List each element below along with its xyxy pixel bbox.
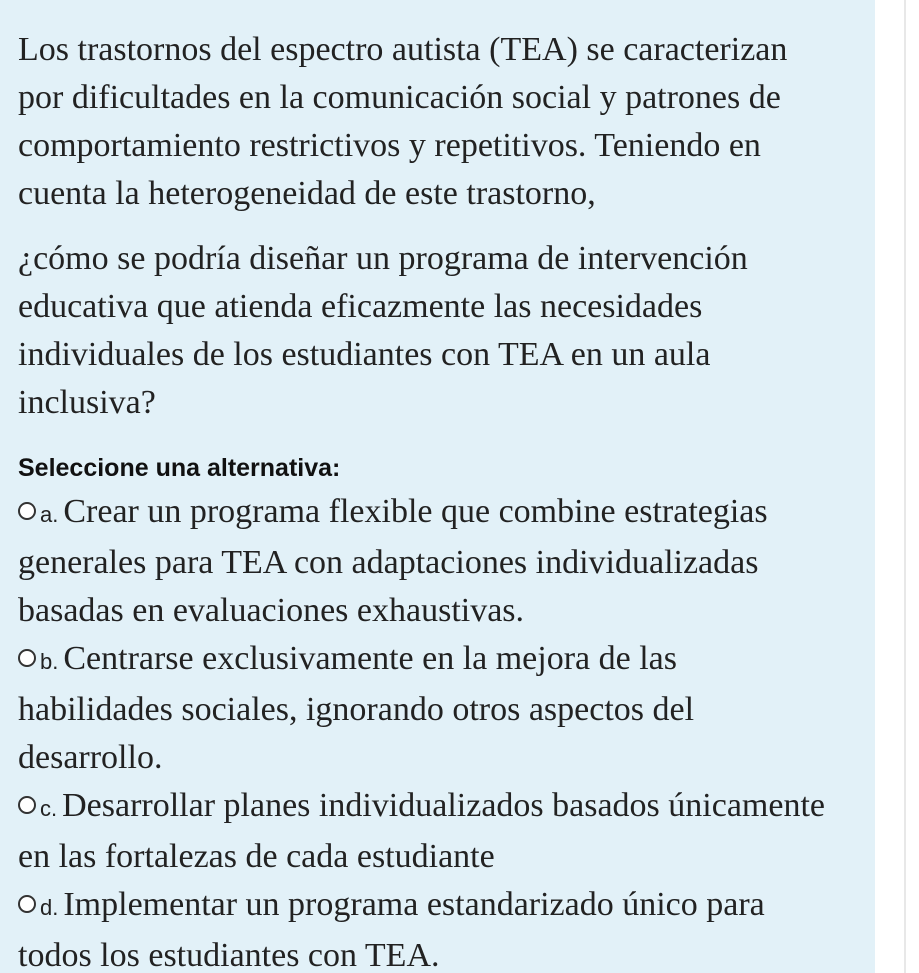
- option-text: todos los estudiantes con TEA.: [18, 937, 440, 973]
- question-stem: [18, 26, 838, 427]
- option-c[interactable]: [18, 782, 858, 881]
- radio-button-b[interactable]: [18, 649, 36, 667]
- radio-button-a[interactable]: [18, 502, 36, 520]
- option-text: Desarrollar planes individualizados basados únicamente: [62, 787, 825, 824]
- question-line: inclusiva?: [18, 384, 156, 421]
- option-text: Crear un programa flexible que combine estrategias: [63, 493, 768, 530]
- option-text: Implementar un programa estandarizado único para: [63, 886, 765, 923]
- option-a[interactable]: [18, 488, 858, 635]
- option-letter: a.: [40, 502, 59, 527]
- page-margin: [875, 0, 919, 973]
- option-text: basadas en evaluaciones exhaustivas.: [18, 592, 525, 629]
- question-line: ¿cómo se podría diseñar un programa de intervención: [18, 240, 748, 277]
- stem-line: cuenta la heterogeneidad de este trastorno,: [18, 175, 596, 212]
- option-letter: d.: [40, 895, 59, 920]
- option-b[interactable]: [18, 635, 858, 782]
- divider: [904, 0, 906, 973]
- question-line: educativa que atienda eficazmente las necesidades: [18, 288, 703, 325]
- question-line: individuales de los estudiantes con TEA en un aula: [18, 336, 711, 373]
- stem-line: comportamiento restrictivos y repetitivos. Teniendo en: [18, 127, 761, 164]
- option-d[interactable]: [18, 881, 858, 973]
- option-text: Centrarse exclusivamente en la mejora de las: [63, 640, 677, 677]
- option-text: generales para TEA con adaptaciones individualizadas: [18, 544, 759, 581]
- radio-button-c[interactable]: [18, 796, 36, 814]
- option-text: habilidades sociales, ignorando otros aspectos del: [18, 691, 695, 728]
- radio-button-d[interactable]: [18, 895, 36, 913]
- option-letter: c.: [40, 796, 58, 821]
- option-letter: b.: [40, 649, 59, 674]
- option-text: en las fortalezas de cada estudiante: [18, 838, 495, 875]
- stem-line: Los trastornos del espectro autista (TEA) se caracterizan: [18, 31, 788, 68]
- option-text: desarrollo.: [18, 739, 163, 776]
- select-instruction: Seleccione una alternativa:: [18, 454, 341, 482]
- stem-line: por dificultades en la comunicación social y patrones de: [18, 79, 781, 116]
